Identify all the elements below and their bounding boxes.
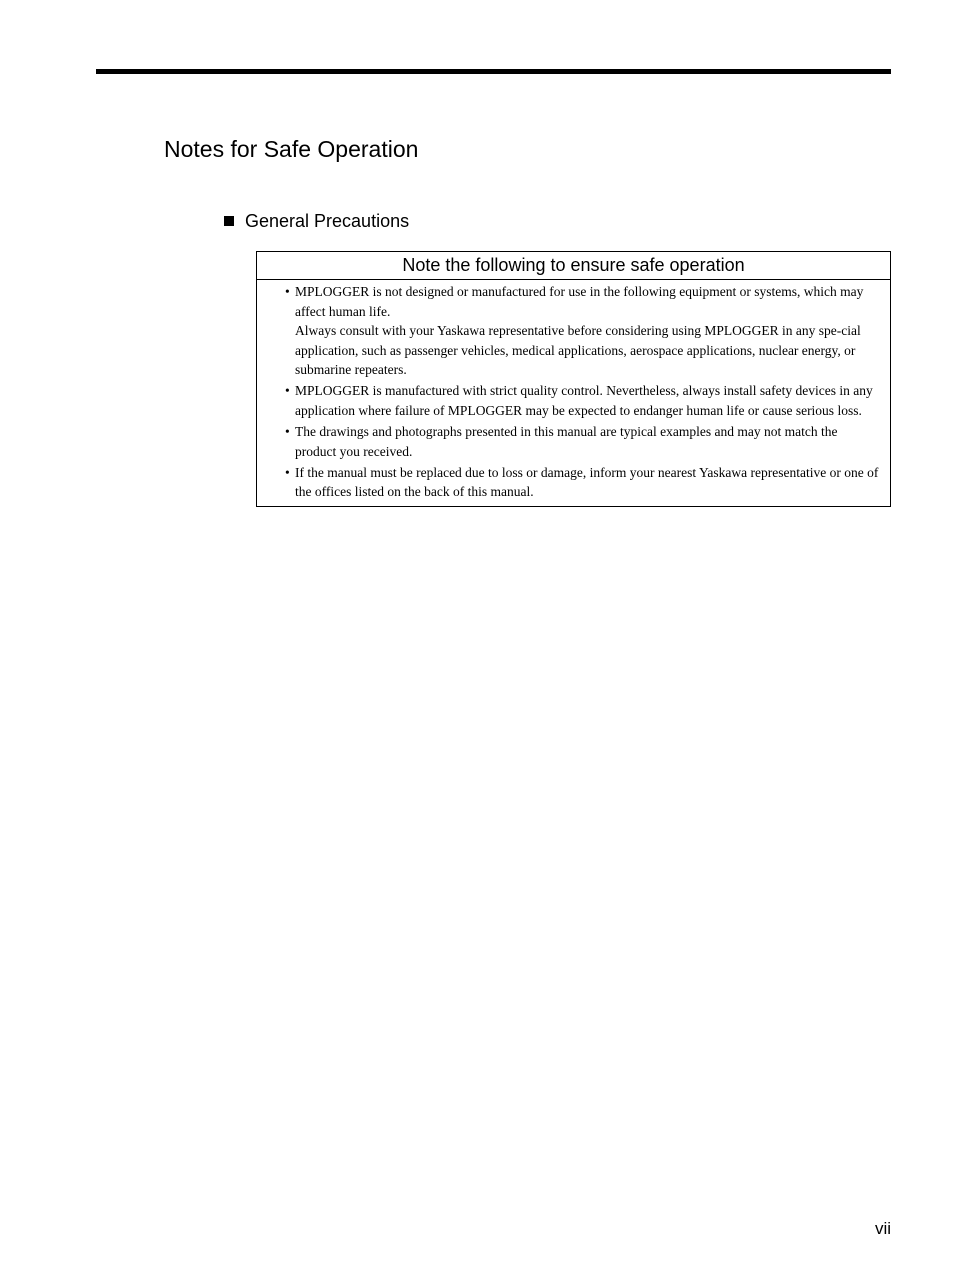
notice-paragraph: • MPLOGGER is not designed or manufactured for use in the following equipment or systems, which may affect human life. [295,284,864,319]
notice-paragraph: Always consult with your Yaskawa representative before considering using MPLOGGER in any spe-cial application, such as passenger vehicles, medical applications, aerospace applications, nuclear energy, or submarine repeaters. [295,323,861,378]
list-item [285,422,880,461]
notice-paragraph: • The drawings and photographs presented in this manual are typical examples and may not match the product you received. [295,424,838,459]
notice-list [257,280,890,506]
section-heading [224,209,409,233]
list-item [285,463,880,502]
notice-paragraph: • If the manual must be replaced due to loss or damage, inform your nearest Yaskawa representative or one of the offices listed on the back of this manual. [295,464,879,500]
page-number: vii [874,1219,891,1238]
notice-header: Note the following to ensure safe operation [257,252,890,280]
section-heading-label: General Precautions [245,211,410,231]
list-item [285,381,880,420]
square-bullet-icon [224,216,234,226]
safety-notice-box [256,251,891,507]
page-title: Notes for Safe Operation [164,136,419,162]
header-rule [96,69,891,74]
list-item [285,282,880,380]
notice-paragraph: • MPLOGGER is manufactured with strict quality control. Nevertheless, always install safety devices in any application where failure of MPLOGGER may be expected to endanger human life or cause serious loss. [295,383,873,419]
